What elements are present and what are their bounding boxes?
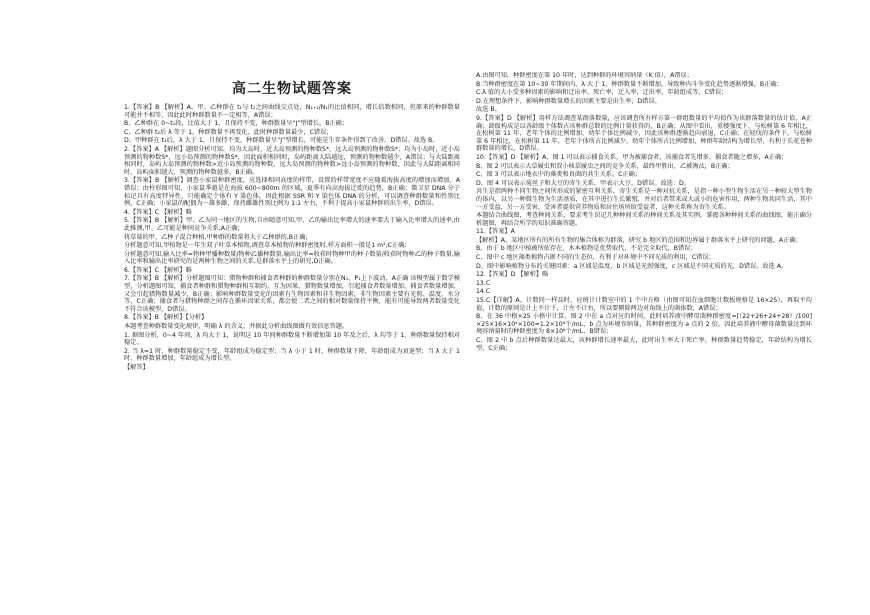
answer-paragraph: 3.【答案】B 【解析】调查小家鼠种群密度，应选择相同高度的样带，设置的样带宽度不应随着海拔高度的增加而增加，A错误；由柱形图可知，小家鼠季越是在海拔 600~800m 的区域，夏季有向高海拔迁徙的趋势，B正确；微卫星 DNA 分子标记具有高度特异性，只能确定个体有 Y 染色体，因此根据 SSR 和 Y 染色体 DNA 的分析，可以调查种群数量和性别比例，C正确；小家鼠的配偶为一雄多雌，保持雌雄性别比例为 1:1 左右，不利于提高小家鼠种群的出生率，D错误。 [124, 177, 460, 208]
page-title: 高二生物试题答案 [232, 82, 352, 97]
answer-paragraph: 15.C【详解】A、计数同一样品时，应统计计数室中的 1 个中方格（由图可知在血细胞计数板规格是 16×25），再取平均值，计数的原则是计上不计下，计左不计右，所以要剔除两边对角线上的菌体数，A错误； [476, 297, 812, 312]
answer-paragraph: 1.【答案】B 【解析】A、甲、乙种群在 t₁与 t₂之间曲线交点处，N₁₊₁/N₁的比值相同，增长倍数相同，但原来的种群数量可能并不相等，因此此时种群数量不一定相等，A错误； [124, 104, 460, 119]
answer-paragraph: 12.【答案】D 【解析】略 [476, 271, 549, 279]
answer-paragraph: 13.C [476, 279, 491, 287]
answer-paragraph: 5.【答案】B 【解析】甲、乙为同一地区的生物,自由随意可知,甲、乙的输出比率增大的速率要大于输入比率增大的速率,由此推测,甲、乙可能是种间竞争关系,A正确; [124, 217, 460, 232]
answer-paragraph: C、图中 c 地区藻类植物占据不同的生态位，有利于对环境中不同光质的利用，C错误； [476, 254, 715, 262]
right-column [476, 72, 812, 598]
answer-paragraph: D、图中影响植物分布的关键因素：a 区域是温度，b 区域是光照强度，c 区域是不同光质的光，D错误。故选 A。 [476, 262, 788, 270]
answer-paragraph: 分析题意可知,甲植物是一年生双子叶草本植物,调查草本植物的种群密度时,样方面积一般是1 m²,C正确; [124, 242, 407, 250]
answer-paragraph: 2.【答案】A 【解析】题图分析可知，均为大岛时，近大岛预测的物种数S*，远大岛预测的物种数S*；均为小岛时，近小岛预测的物种数S*，远小岛预测的物种数S*，因此面积相同时，岛屿距离大陆越远，预测的物种数越少，A错误；与大陆距离相同时，岛屿大岛预测的物种数>近小岛预测的物种数，远大岛预测的物种数>远小岛预测的物种数，因此与大陆距离相同时，岛屿面积越大，预测的物种数越多，B正确。 [124, 145, 460, 176]
answer-paragraph: B.当种群密度在第 10~30 年期间内，λ 大于 1，种群数量不断增加，导致种内斗争变化趋势逐渐增强，B正确； [476, 80, 783, 88]
answer-paragraph: 【解答】 [124, 364, 149, 371]
answer-paragraph: 11.【答案】A [476, 228, 515, 236]
answer-paragraph: D、图 4 可以表示菟丝子和大豆的寄生关系，甲表示大豆，D错误。故选：D。 [476, 179, 690, 187]
answer-paragraph: C、图 2 中 b 点后种群数量达最大，该种群增长速率最大，此时出生率大于死亡率，种群数量趋势稳定，年龄结构为增长型，C正确； [476, 337, 812, 352]
answer-paragraph: 2. 当 λ=1 时，种群数量稳定不变，年龄组成为稳定型；当 λ 小于 1 时，种群数量下降，年龄组成为衰退型；当 λ 大于 1 时，种群数量增加，年龄组成为增长型。 [124, 347, 460, 363]
answer-paragraph: 故选 B。 [476, 106, 501, 114]
answer-paragraph: B、在 36 中格×25 小格中计算，图 2 中在 a 点对应的时间，此时培养液中酵母菌种群密度=[（22+26+24+28）/100]×25×16×10⁴×100=1.2×10⁸个/mL，b 点为环境容纳量，其种群密度为 a 点的 2 倍，因此培养液中酵母菌数量达到环境容纳量时的种群密度为 8×10⁸个/mL，B错误； [476, 313, 812, 336]
answer-paragraph: 7.【答案】B 【解析】分析题图可知：猎物种群和捕食者种群的种群数量分别在N₁、P₁上下波动，A正确 该模型属于数学模型，分析题图可知，捕食者种群和猎物种群相互制约，互为因果，猎物数量增加，引起捕食者数量增加，捕食者数量增加，又会引起猎物数量减少，B正确；影响种群数量变化的因素有生物因素和非生物因素，非生物因素主要有光照、温度、水分等，C正确；捕食者与猎物种群之间存在循环因果关系，都会使二者之间的相对数量保持平衡，能有可能导致两者数量变化不符合该模型，D错误。 [124, 275, 460, 313]
left-text-flow [124, 104, 460, 373]
answer-paragraph: 【解析】A、某地区所有的所有生物的集合体称为群落，研究 b 地区的范围和边界属于群落水平上研究的问题，A正确； [476, 236, 802, 244]
answer-paragraph: 1. 据图分析，0~4 年间，λ 均大于 1，说明这 10 年间种群数量不断增加第 10 年及之后，λ 均等于 1，种群数量保持相对稳定。 [124, 331, 460, 347]
answer-paragraph: 14.C [476, 288, 491, 296]
answer-paragraph: B、乙种群在 0~t₁段，比值大于 1，且保持不变，种群数量呈“J”型增长，B正确； [124, 120, 349, 128]
answer-paragraph: 本题结合曲线图，考查种间关系，要求考生识记几种种间关系的种间关系及其实例，掌握各种种间关系的曲线图，能正确分析题图，再结合所学的知识准确答题。 [476, 212, 812, 227]
answer-paragraph: 共生是指两种不同生物之间所形成的紧密互利关系，寄生关系是一种对抗关系，是指一种小型生物生活在另一种较大型生物的体内，以另一种微生物为生活基质，在其中进行生长繁殖，并对后者带来或大或小的危害作用，两种生物共同生活，其中一方受益，另一方受害，受害者提供营养物质和居住场所给受益者，这种关系称为寄生关系。 [476, 188, 812, 211]
answer-paragraph: 分析题意可知,输入比率=物种甲播种数量/物种乙播种数量,输出比率=收获时物种甲的种子数量/收获时物种乙的种子数量,输入比率和输出比率研究的是两种生物之间的关系,是群落水平上的研究,D正确。 [124, 250, 460, 266]
answer-paragraph: 8.【答案】B 【解析】【分析】 [124, 314, 208, 322]
answer-paragraph: 10.【答案】D 【解析】A、图 1 可以表示捕食关系，甲为被捕食者，该捕食者先增多，捕食者随之增多，A正确； [476, 153, 788, 161]
answer-paragraph: 将草量的甲、乙种子混合种植,甲种群的数量将大于乙种群的,B正确; [124, 233, 308, 241]
answer-paragraph: D.在理想条件下，影响种群数量增长的因素主要是出生率，D错误。 [476, 97, 661, 105]
answer-paragraph: D、甲种群在 t₃后，λ 大于 1，且保持不变，种群数量呈“J”型增长，可能是生存条件得到了改善，D错误。故选 B。 [124, 137, 439, 145]
answer-paragraph: B、由于 b 地区中植被所依存在，木本植物是优势取代，不是完全取代，B错误； [476, 245, 697, 253]
answer-paragraph: 4.【答案】C 【解析】略 [124, 208, 192, 216]
answer-paragraph: A.由图可知，种群密度在第 10 年时，达到种群的环境容纳量（K 值），A错误； [476, 72, 693, 79]
right-text-flow [476, 72, 812, 353]
answer-paragraph: C、图 3 可以表示地衣中的藻类和真菌的共生关系，C正确； [476, 171, 642, 179]
answer-paragraph: C.λ 值的大小受多种因素的影响和迁出率、死亡率，迁入率，迁出率，年龄组成等，C错误； [476, 89, 728, 97]
left-column [124, 78, 460, 598]
answer-paragraph: 9.【答案】D 【解析】用样方法调查某群落数量，应该调查所有样方第一群组数量的平均值作为该群落数量的估计值，A正确；龄级构成是以各龄级个体数占该种群总数的比例计量获得的，B正确；从图中看出，重楼强度下，与松树第 6 年相比，在松树第 11 年，老年个体的比例增加，幼年个体比例减少，因此该种群逐渐趋向衰退，C正确；在轻伐的条件下，与松树第 6 年相比，在松树第 11 年，老年个体所占比例减少，幼年个体所占比例增加，种群年龄结构为增长型，有利于长花苍种群数量的增长，D错误。 [476, 114, 812, 153]
answer-paragraph: B、图 2 可以表示大草履虫和双小核草履虫之间的竞争关系，最终甲胜出，乙被淘汰，B正确； [476, 162, 734, 170]
answer-paragraph: C、乙种群 t₂后 λ 等于 1，种群数量不再变化，此时种群数量最少，C错误； [124, 128, 333, 136]
answer-paragraph: 本题考查种群数量变化规律，明确 λ 的含义，并据此分析曲线图做有效信息答题。 [124, 323, 349, 331]
answer-paragraph: 6.【答案】C 【解析】略 [124, 266, 192, 274]
